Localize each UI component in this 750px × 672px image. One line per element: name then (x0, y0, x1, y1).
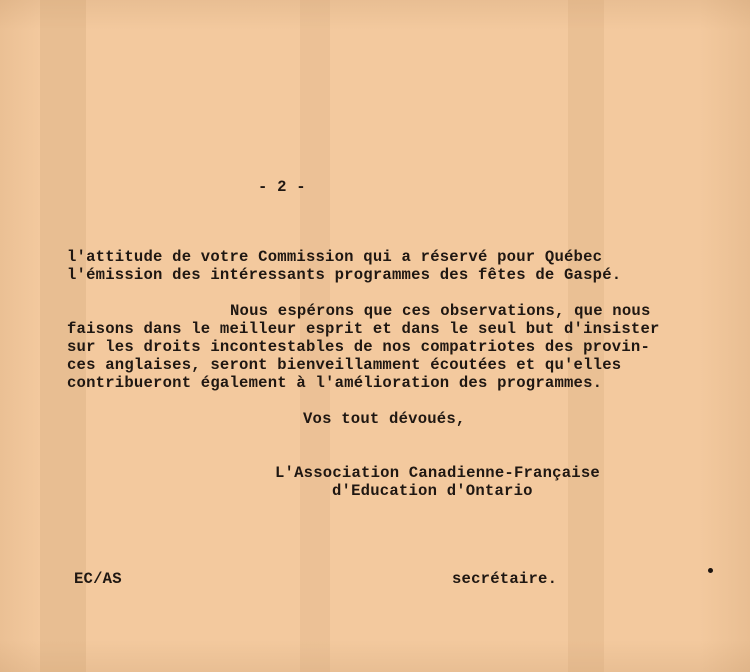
reference-initials: EC/AS (74, 570, 122, 588)
closing-salutation: Vos tout dévoués, (303, 410, 466, 428)
paragraph-2-line-4: ces anglaises, seront bienveillamment écoutées et qu'elles (67, 356, 622, 374)
paragraph-2-line-2: faisons dans le meilleur esprit et dans le seul but d'insister (67, 320, 660, 338)
signatory-title: secrétaire. (452, 570, 558, 588)
paragraph-2-line-3: sur les droits incontestables de nos compatriotes des provin- (67, 338, 651, 356)
signature-organization-line-2: d'Education d'Ontario (332, 482, 533, 500)
ink-mark (708, 568, 713, 573)
page-number: - 2 - (258, 178, 306, 196)
paragraph-1-line-2: l'émission des intéressants programmes des fêtes de Gaspé. (67, 266, 622, 284)
paragraph-1-line-1: l'attitude de votre Commission qui a réservé pour Québec (67, 248, 603, 266)
paragraph-2-line-5: contribueront également à l'amélioration des programmes. (67, 374, 603, 392)
paragraph-2-line-1: Nous espérons que ces observations, que nous (230, 302, 651, 320)
signature-organization-line-1: L'Association Canadienne-Française (275, 464, 600, 482)
